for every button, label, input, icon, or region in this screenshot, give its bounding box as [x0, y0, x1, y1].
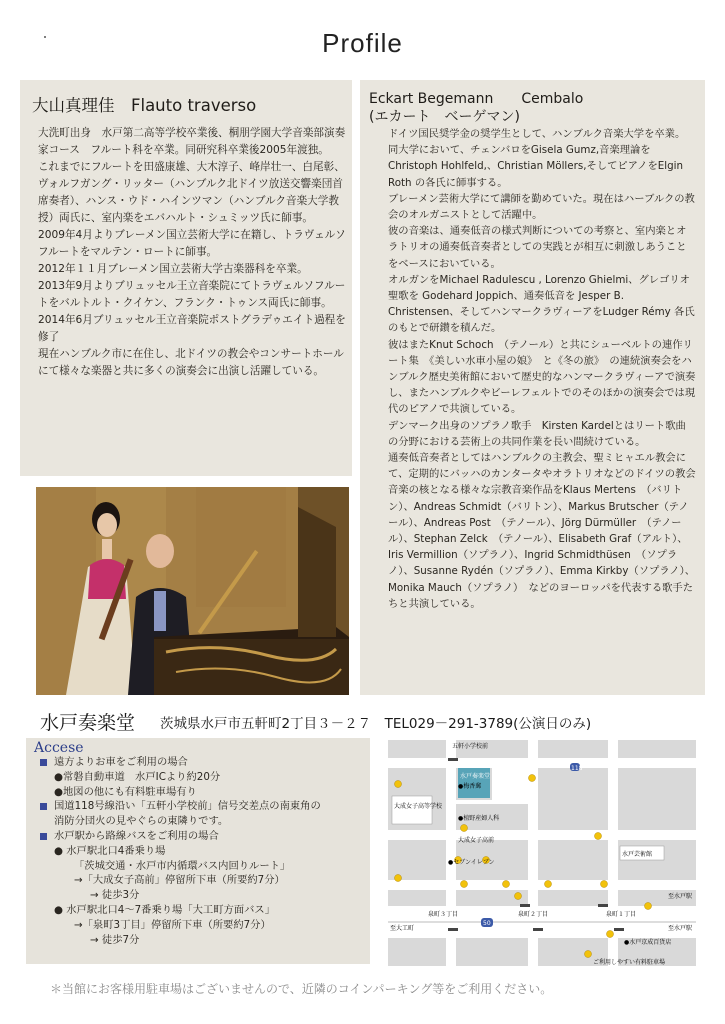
flutist-bio-paragraph: 2009年4月よりブレーメン国立芸術大学に在籍し、トラヴェルソフルートをマルテン・ロートに師事。 [38, 229, 346, 258]
map-label-station2: 至水戸駅 [668, 925, 693, 932]
access-line: 遠方よりお車をご利用の場合 [26, 755, 370, 770]
access-title: Accese [34, 740, 84, 756]
map-parking-note: ご利用しやすい有料駐車場 [593, 959, 666, 966]
map-route-118: 118 [571, 765, 583, 772]
harpsichordist-bio-paragraph: 通奏低音奏者としてはハンブルクの主教会、聖ミヒャエル教会にて、定期的にバッハのカンタータやオラトリオなどのドイツの教会音楽の核となる様々な宗教音楽作品をKlaus Mertens （バリトン）、Andreas Schmidt（バリトン）、Markus Brutscher（テノール）、Andreas Post （テノール）、Jörg Dürmüller （テノール）、Stephan Zelck （テノール）、Elisabeth Graf（アルト）、Iris Vermillion（ソプラノ）、Ingrid Schmidthüsen （ソプラノ）、Susanne Rydén（ソプラノ）、Emma Kirkby（ソプラノ）、Monika Mauch（ソプラノ） などのヨーロッパを代表する歌手たちと共演している。 [388, 452, 696, 610]
access-line: 消防分団火の見やぐらの東隣りです。 [54, 815, 229, 828]
access-line: ● 水戸駅北口4～7番乗り場「大工町方面バス」 [54, 903, 275, 916]
performers-illustration [36, 487, 349, 695]
harpsichordist-bio-paragraph: オルガンをMichael Radulescu , Lorenzo Ghielmi、グレゴリオ聖歌を Godehard Joppich、通奏低音を Jesper B. Christensen、そしてハンマークラヴィーアをLudger Rémy 各氏のもとで研鑚を積んだ。 [388, 273, 695, 335]
access-line: 国道118号線沿い「五軒小学校前」信号交差点の南東角の [26, 799, 370, 814]
venue-name: 水戸奏楽堂 [40, 712, 136, 734]
harpsichordist-bio-paragraph: 彼の音楽は、通奏低音の様式判断についての考察と、室内楽とオラトリオの通奏低音奏者としての実践とが相互に刺激しあうことをベースにおいている。 [388, 225, 687, 270]
map-label-keisei: ●水戸京成百貨店 [624, 939, 672, 946]
flutist-profile-panel [20, 80, 352, 476]
flutist-bio-paragraph: 大洗町出身 水戸第二高等学校卒業後、桐朋学園大学音楽部演奏家コース フルート科を卒業。同研究科卒業後2005年渡独。 [38, 127, 346, 156]
access-panel [26, 738, 370, 964]
flutist-bio-paragraph: 現在ハンブルク市に在住し、北ドイツの教会やコンサートホールにて様々な楽器と共に多くの演奏会に出演し活躍している。 [38, 348, 344, 377]
map-label-daiku: 至大工町 [390, 925, 415, 932]
access-line: ●地図の他にも有料駐車場有り [54, 785, 197, 798]
access-line: ●常磐自動車道 水戸ICより約20分 [54, 770, 221, 783]
access-line: ● 水戸駅北口4番乗り場 [54, 844, 166, 857]
flutist-bio [38, 125, 348, 380]
map-label-station1: 至水戸駅 [668, 893, 693, 900]
map-label-conv: ●セブンイレブン [448, 859, 495, 866]
flutist-bio-paragraph: 2013年9月よりブリュッセル王立音楽院にてトラヴェルソフルートをバルトルト・クイケン、フランク・トゥンス両氏に師事。 [38, 280, 346, 309]
access-list [26, 755, 370, 947]
access-line: →「泉町3丁目」停留所下車（所要約7分） [74, 918, 271, 931]
map-label-d2: 泉町２丁目 [518, 911, 549, 918]
map-route-50: 50 [483, 920, 491, 927]
parking-notice: ＊当館にお客様用駐車場はございませんので、近隣のコインパーキング等をご利用ください。 [50, 982, 553, 996]
access-line: → 徒歩3分 [90, 889, 140, 902]
harpsichordist-profile-panel [360, 80, 705, 695]
flutist-bio-paragraph: 2012年１１月ブレーメン国立芸術大学古楽器科を卒業。 [38, 263, 308, 275]
flutist-bio-paragraph: これまでにフルートを田盛康雄、大木淳子、峰岸壮一、白尾彰、ヴォルフガング・リッター（ハンブルク北ドイツ放送交響楽団首席奏者）、ハンス・ウド・ハインツマン（ハンブルク音楽大学教授）両氏に、室内楽をエバハルト・シュミッツ氏に師事。 [38, 161, 345, 224]
harpsichordist-bio-paragraph: ドイツ国民奨学金の奨学生として、ハンブルク音楽大学を卒業。 [388, 128, 686, 140]
map-label-hall: 水戸奏楽堂 [460, 773, 491, 780]
harpsichordist-bio-paragraph: ブレーメン芸術大学にて講師を勤めていた。現在はハーブルクの教会のオルガニストとして活躍中。 [388, 192, 695, 222]
map-label-d3: 泉町３丁目 [428, 911, 459, 918]
harpsichordist-bio [388, 126, 696, 612]
flutist-bio-paragraph: 2014年6月ブリュッセル王立音楽院ポストグラデゥエイト過程を修了 [38, 314, 346, 343]
flutist-heading: 大山真理佳 Flauto traverso [32, 96, 257, 115]
page-title: Profile [322, 28, 403, 58]
access-line: 「茨城交通・水戸市内循環バス内回りルート」 [74, 859, 291, 872]
harpsichordist-bio-paragraph: 彼はまたKnut Schoch （テノール）と共にシューベルトの連作リート集 《美しい水車小屋の娘》 と《冬の旅》 の連続演奏会をハンブルク歴史美術館において歴史的なハンマークラヴィーアで演奏し、またハンブルクやビーレフェルトでのそのほかの演奏会では現代のピアノで共演している。 [388, 338, 696, 416]
map-label-girls-stop: 大成女子高前 [458, 837, 495, 844]
map-label-post: ●梅香郵 [458, 783, 482, 790]
harpsichordist-name-katakana: (エカート ベーゲマン) [369, 109, 520, 125]
access-map [388, 738, 696, 966]
harpsichordist-name: Eckart Begemann Cembalo [369, 91, 584, 107]
access-map-drawing [388, 738, 696, 966]
harpsichordist-bio-paragraph: デンマーク出身のソプラノ歌手 Kirsten Kardelとはリート歌曲の分野における芸術上の共同作業を長い間続けている。 [388, 419, 686, 448]
map-label-school: 五軒小学校前 [452, 743, 489, 750]
access-line: →「大成女子高前」停留所下車（所要約7分） [74, 874, 285, 887]
map-label-clinic: ●植野産婦人科 [458, 815, 500, 822]
access-line: 水戸駅から路線バスをご利用の場合 [26, 829, 370, 844]
access-line: → 徒歩7分 [90, 933, 140, 946]
map-label-d1: 泉町１丁目 [606, 911, 637, 918]
harpsichordist-bio-paragraph: 同大学において、チェンバロをGisela Gumz,音楽理論を Christoph Hohlfeld,、Christian Möllers,そしてピアノをElgin Roth の各氏に師事する。 [388, 144, 684, 189]
harpsichordist-heading [369, 90, 583, 126]
map-label-kenmin: 水戸芸術館 [622, 851, 653, 858]
venue-address: 茨城県水戸市五軒町2丁目３－２７ TEL029－291-3789(公演日のみ) [160, 716, 592, 732]
map-label-girls-school: 大成女子高等学校 [394, 803, 443, 810]
performers-photo [36, 487, 349, 695]
